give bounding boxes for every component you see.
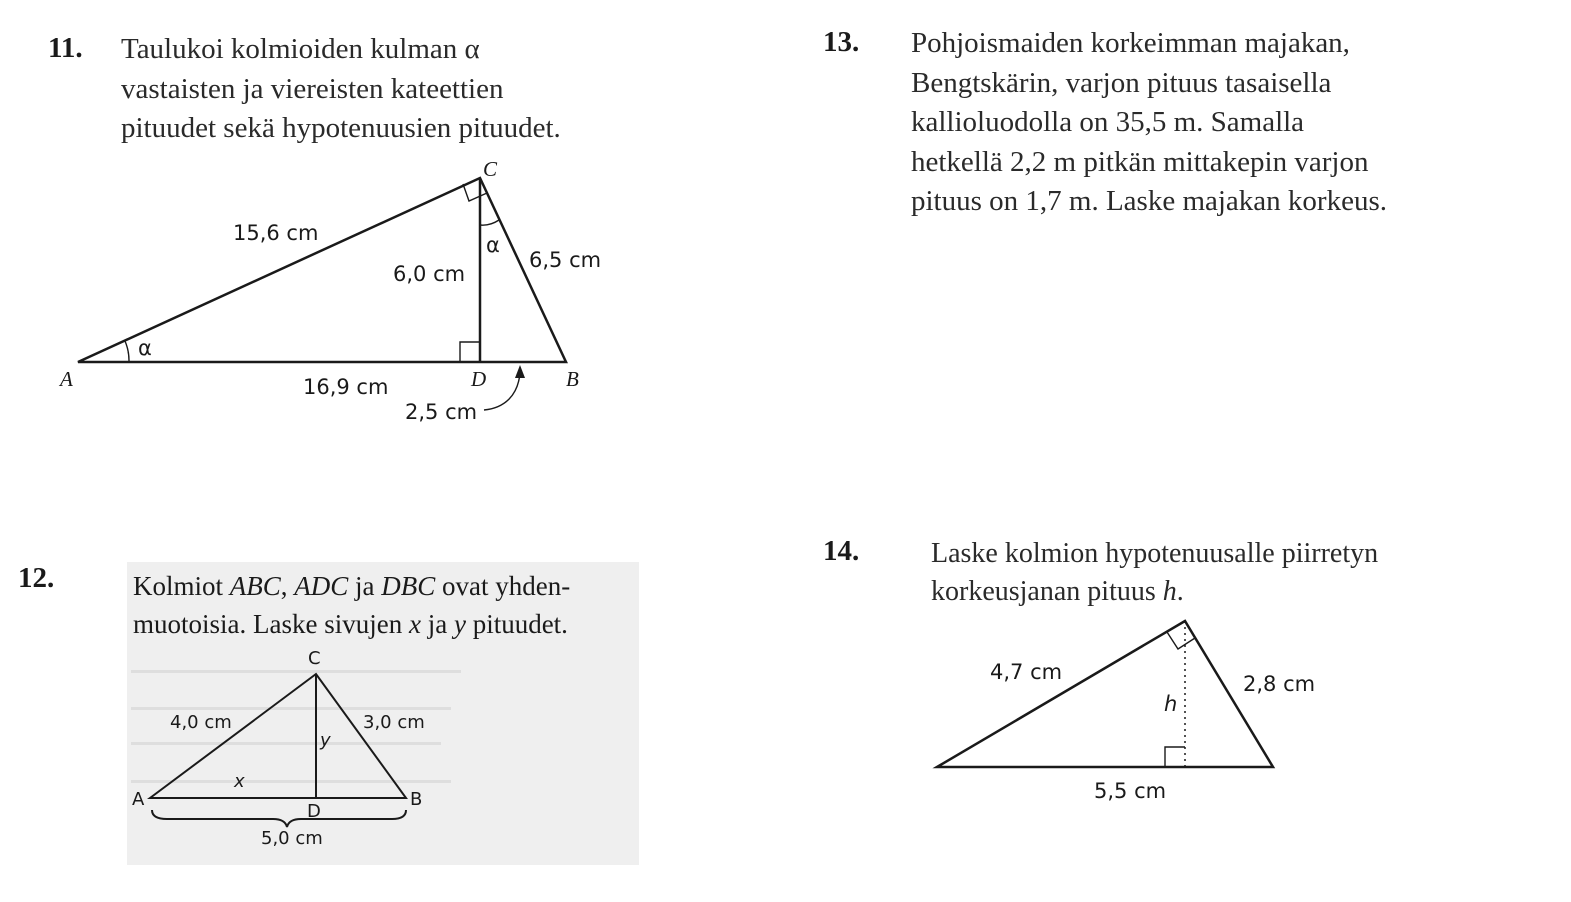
problem-13-line-2: Bengtskärin, varjon pituus tasaisella bbox=[911, 66, 1332, 99]
side-cd-label: 6,0 cm bbox=[393, 262, 466, 286]
problem-11-line-1: Taulukoi kolmioiden kulman α bbox=[121, 33, 480, 65]
problem-13-line-3: kallioluodolla on 35,5 m. Samalla bbox=[911, 106, 1305, 138]
problem-14-figure bbox=[900, 600, 1320, 810]
db-arrow-head bbox=[515, 365, 525, 378]
vertex-c-label: C bbox=[483, 157, 498, 181]
side-y-label: y bbox=[320, 730, 331, 751]
db-arrow bbox=[484, 373, 520, 410]
side-right-label-14: 2,8 cm bbox=[1243, 672, 1316, 696]
alpha-c-label: α bbox=[486, 233, 500, 257]
right-angle-top-mark bbox=[1167, 632, 1195, 649]
triangle-abc bbox=[78, 178, 566, 362]
problem-13-text bbox=[911, 24, 1387, 222]
problem-12-number: 12. bbox=[18, 562, 55, 594]
vertex-c-label-12: C bbox=[308, 648, 321, 669]
problem-12-line-2: muotoisia. Laske sivujen x ja y pituudet. bbox=[133, 609, 568, 639]
side-cb-label: 6,5 cm bbox=[529, 248, 602, 272]
problem-14-line-2: korkeusjanan pituus h. bbox=[931, 576, 1184, 607]
side-db-label: 2,5 cm bbox=[405, 400, 478, 424]
angle-a-arc bbox=[125, 341, 129, 362]
problem-13-line-1: Pohjoismaiden korkeimman majakan, bbox=[911, 27, 1350, 59]
ab-brace bbox=[152, 810, 406, 827]
side-cb-label-12: 3,0 cm bbox=[363, 712, 425, 733]
right-angle-d-mark bbox=[460, 342, 480, 362]
problem-12-photo bbox=[127, 562, 639, 865]
problem-14-number: 14. bbox=[823, 535, 860, 567]
side-ac-label: 15,6 cm bbox=[233, 221, 319, 245]
vertex-b-label: B bbox=[566, 367, 579, 391]
problem-12-line-1: Kolmiot ABC, ADC ja DBC ovat yhden- bbox=[133, 571, 571, 601]
problem-11-text bbox=[121, 30, 561, 149]
alpha-a-label: α bbox=[138, 336, 152, 360]
vertex-b-label-12: B bbox=[410, 789, 423, 810]
problem-11-figure bbox=[0, 140, 700, 440]
problem-14-line-1: Laske kolmion hypotenuusalle piirretyn bbox=[931, 538, 1379, 569]
problem-11-line-3: pituudet sekä hypotenuusien pituudet. bbox=[121, 112, 561, 144]
vertex-a-label: A bbox=[60, 367, 73, 391]
problem-11-line-2: vastaisten ja viereisten kateettien bbox=[121, 72, 504, 105]
vertex-d-label-12: D bbox=[307, 801, 321, 822]
problem-12-figure bbox=[127, 562, 639, 865]
problem-13-line-4: hetkellä 2,2 m pitkän mittakepin varjon bbox=[911, 145, 1369, 178]
vertex-a-label-12: A bbox=[132, 789, 145, 810]
problem-11-number: 11. bbox=[48, 32, 83, 64]
side-ac-label-12: 4,0 cm bbox=[170, 712, 232, 733]
triangle-abc-12 bbox=[150, 674, 406, 798]
problem-13-number: 13. bbox=[823, 26, 860, 58]
vertex-d-label: D bbox=[471, 367, 487, 391]
side-ad-label: 16,9 cm bbox=[303, 375, 389, 399]
side-x-label: x bbox=[234, 771, 245, 792]
altitude-h-label: h bbox=[1164, 692, 1178, 716]
side-ab-label-12: 5,0 cm bbox=[261, 828, 323, 849]
side-left-label-14: 4,7 cm bbox=[990, 660, 1063, 684]
right-angle-foot-mark bbox=[1165, 747, 1185, 767]
problem-13-line-5: pituus on 1,7 m. Laske majakan korkeus. bbox=[911, 185, 1387, 217]
triangle-14 bbox=[937, 621, 1273, 767]
side-base-label-14: 5,5 cm bbox=[1094, 779, 1167, 803]
angle-c-arc bbox=[480, 220, 499, 225]
